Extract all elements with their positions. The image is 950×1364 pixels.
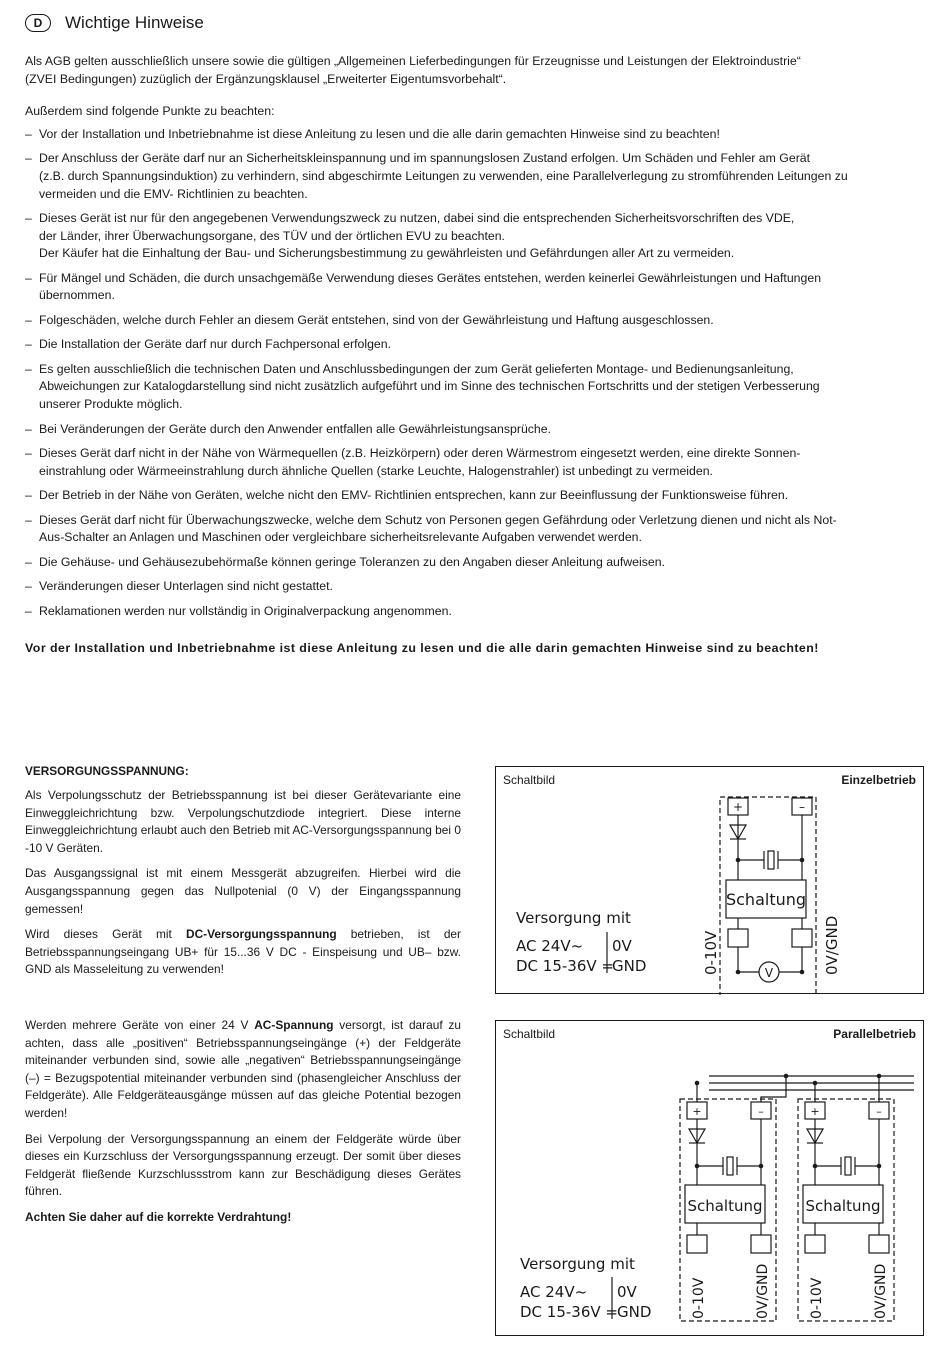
parallel-circuit-svg (496, 1021, 925, 1337)
notice-line: Für Mängel und Schäden, die durch unsachgemäße Verwendung dieses Gerätes entstehen, werden keinerlei Gewährleistungen und Haftungen (39, 270, 822, 285)
diagram-label: Schaltbild (503, 773, 556, 787)
supply-paragraph-6: Achten Sie daher auf die korrekte Verdrahtung! (25, 1209, 292, 1224)
supply-text-top (25, 787, 461, 987)
notice-line: Der Käufer hat die Einhaltung der Bau- und Sicherungsbestimmung zu gewährleisten und Gefährdungen aller Art zu vermeiden. (39, 246, 735, 261)
wiring-diagram-parallel (495, 1020, 924, 1336)
notice-line: Es gelten ausschließlich die technischen Daten und Anschlussbedingungen der zum Gerät gelieferten Montage- und Bedienungsanleitung, (39, 361, 794, 376)
supply-dc: DC 15-36V = (516, 957, 614, 975)
notice-line: der Länder, ihrer Überwachungsorgane, des TÜV und der örtlichen EVU zu beachten. (39, 228, 505, 243)
minus-sign: – (799, 800, 805, 814)
notice-item (25, 512, 925, 547)
notice-item (25, 361, 925, 414)
supply-0v: 0V (612, 937, 632, 955)
notice-item (25, 126, 925, 144)
supply-text-bottom (25, 1017, 461, 1235)
device-2-circuit-label: Schaltung (805, 1197, 881, 1215)
notice-line: Der Betrieb in der Nähe von Geräten, welche nicht den EMV- Richtlinien entsprechen, kann zur Beeinflussung der Funktionsweise führen. (39, 488, 789, 503)
notice-line: übernommen. (39, 288, 115, 303)
notice-item (25, 312, 925, 330)
notice-list (25, 126, 925, 627)
notice-line: unserer Produkte möglich. (39, 397, 183, 412)
diagram-mode-label: Einzelbetrieb (841, 773, 916, 787)
notice-line: Die Installation der Geräte darf nur durch Fachpersonal erfolgen. (39, 337, 392, 352)
supply-dc: DC 15-36V = (520, 1303, 618, 1321)
gnd-terminal (792, 929, 812, 947)
notice-item (25, 487, 925, 505)
notice-line: Folgeschäden, welche durch Fehler an diesem Gerät entstehen, sind von der Gewährleistung und Haftung ausgeschlossen. (39, 312, 714, 327)
device-1-plus: + (692, 1105, 702, 1118)
notice-line: Dieses Gerät ist nur für den angegebenen Verwendungszweck zu nutzen, dabei sind die entsprechenden Sicherheitsvorschriften des VDE, (39, 211, 795, 226)
supply-paragraph-3 (25, 926, 461, 979)
page-title: Wichtige Hinweise (65, 13, 204, 32)
supply-paragraph-5: Bei Verpolung der Versorgungsspannung an einem der Feldgeräte würde über dieses ein Kurzschluss der Versorgungsspannung erzeugt. Der somit über dieses Feldgerät fließende Kurzschlussstrom kann zur Beschädigung dieses Gerätes führen. (25, 1131, 461, 1199)
notice-item (25, 554, 925, 572)
device-2-plus: + (810, 1105, 820, 1118)
section-title: VERSORGUNGSSPANNUNG: (25, 764, 189, 778)
notice-line: Veränderungen dieser Unterlagen sind nicht gestattet. (39, 579, 333, 594)
notice-line: Der Anschluss der Geräte darf nur an Sicherheitskleinspannung und im spannungslosen Zustand erfolgen. Um Schäden und Fehler am Gerät (39, 151, 811, 166)
supply-title: Versorgung mit (520, 1255, 635, 1273)
notice-item (25, 421, 925, 439)
warning-text: Vor der Installation und Inbetriebnahme ist diese Anleitung zu lesen und die alle darin gemachten Hinweise sind zu beachten! (25, 641, 819, 655)
wiring-diagram-single (495, 766, 924, 994)
device-2-output-signal: 0-10V (809, 1277, 825, 1319)
notice-item (25, 445, 925, 480)
notice-item (25, 270, 925, 305)
notice-item (25, 150, 925, 203)
notice-line: Bei Veränderungen der Geräte durch den Anwender entfallen alle Gewährleistungsansprüche. (39, 421, 552, 436)
supply-p3-end: betrieben, ist der Betriebsspannungseingang UB+ für 15...36 V DC - Einspeisung und UB– bzw. GND als Masseleitung zu verwenden! (25, 927, 462, 977)
notice-item (25, 578, 925, 596)
notice-line: (z.B. durch Spannungsinduktion) zu verhindern, sind abgeschirmte Leitungen zu verwenden, eine Parallelverlegung zu stromführenden Leitungen zu (39, 169, 848, 184)
notice-item (25, 336, 925, 354)
notice-line: Vor der Installation und Inbetriebnahme ist diese Anleitung zu lesen und die alle darin gemachten Hinweise sind zu beachten! (39, 127, 720, 141)
single-circuit-svg (496, 767, 925, 995)
notice-line: einstrahlung oder Wärmeeinstrahlung durch ähnliche Quellen (starke Leuchte, Halogenstrahler) ist unbedingt zu vermeiden. (39, 463, 713, 478)
supply-paragraph-4 (25, 1017, 461, 1123)
diagram-mode-label: Parallelbetrieb (833, 1027, 916, 1041)
supply-paragraph-2: Das Ausgangssignal ist mit einem Messgerät abzugreifen. Hierbei wird die Ausgangsspannung gegen das Nullpotenial (0 V) der Eingangsspannung gemessen! (25, 866, 461, 916)
output-signal-label: 0-10V (702, 930, 720, 975)
supply-p3-bold: DC-Versorgungsspannung (185, 927, 337, 942)
supply-0v: 0V (617, 1283, 637, 1301)
output-gnd-label: 0V/GND (823, 915, 841, 975)
supply-gnd: GND (617, 1303, 652, 1321)
circuit-label: Schaltung (725, 890, 807, 909)
meter-label: V (764, 966, 774, 980)
diagram-label: Schaltbild (503, 1027, 556, 1041)
notice-line: Die Gehäuse- und Gehäusezubehörmaße können geringe Toleranzen zu den Angaben dieser Anleitung aufweisen. (39, 554, 665, 569)
notice-line: vermeiden und die EMV- Richtlinien zu beachten. (39, 186, 308, 201)
notice-item (25, 603, 925, 621)
language-badge: D (25, 14, 51, 32)
plus-sign: + (732, 800, 744, 814)
notice-item (25, 210, 925, 263)
notice-line: Reklamationen werden nur vollständig in Originalverpackung angenommen. (39, 603, 452, 618)
notice-line: Dieses Gerät darf nicht für Überwachungszwecke, welche dem Schutz von Personen gegen Gefährdung oder Verletzung dienen und nicht als Not- (39, 512, 837, 527)
supply-title: Versorgung mit (516, 909, 631, 927)
device-1-minus: – (758, 1105, 764, 1118)
device-1-output-signal: 0-10V (691, 1277, 707, 1319)
device-2-output-gnd: 0V/GND (873, 1263, 889, 1319)
signal-terminal (728, 929, 748, 947)
notice-line: Dieses Gerät darf nicht in der Nähe von Wärmequellen (z.B. Heizkörpern) oder deren Wärmestrom eingesetzt werden, eine direkte Sonnen- (39, 446, 801, 461)
supply-ac: AC 24V~ (516, 937, 584, 955)
device-1-output-gnd: 0V/GND (755, 1263, 771, 1319)
supply-p4-bold: AC-Spannung (254, 1018, 334, 1032)
supply-paragraph-1: Als Verpolungsschutz der Betriebsspannung ist bei dieser Gerätevariante eine Einweggleichrichtung bzw. Verpolungschutzdiode integriert. Diese interne Einweggleichrichtung erlaubt auch den Betrieb mit AC-Versorgungsspannung bei 0 -10 V Geräten. (25, 788, 461, 855)
points-heading: Außerdem sind folgende Punkte zu beachten: (25, 104, 275, 118)
supply-p4-start: Werden mehrere Geräte von einer 24 V (25, 1018, 255, 1032)
device-1-circuit-label: Schaltung (687, 1197, 763, 1215)
agb-line-2: (ZVEI Bedingungen) zuzüglich der Ergänzungsklausel „Erweiterter Eigentumsvorbehalt“. (25, 71, 507, 86)
supply-ac: AC 24V~ (520, 1283, 588, 1301)
device-2-minus: – (876, 1105, 882, 1118)
supply-gnd: GND (612, 957, 647, 975)
supply-p3-start: Wird dieses Gerät mit (25, 927, 186, 942)
agb-line-1: Als AGB gelten ausschließlich unsere sowie die gültigen „Allgemeinen Lieferbedingungen für Erzeugnisse und Leistungen der Elektroindustrie“ (25, 54, 801, 68)
agb-paragraph (25, 53, 925, 88)
notice-line: Aus-Schalter an Anlagen und Maschinen oder vergleichbare sicherheitsrelevante Aufgaben verwendet werden. (39, 530, 642, 545)
page-header (25, 10, 204, 36)
supply-p4-end: versorgt, ist darauf zu achten, dass alle „positiven“ Betriebsspannungseingänge (+) der Feldgeräte miteinander verbunden sind, sowie alle „negativen“ Betriebsspannungseingänge (–) = Bezugspotential miteinander verbunden sind (phasengleicher Anschluss der Feldgeräte). Alle Feldgeräteausgänge müssen auf das gleiche Potential bezogen werden! (25, 1018, 461, 1120)
notice-line: Abweichungen zur Katalogdarstellung sind nicht zusätzlich aufgeführt und im Sinne des technischen Fortschritts und der stetigen Verbesserung (39, 379, 820, 394)
